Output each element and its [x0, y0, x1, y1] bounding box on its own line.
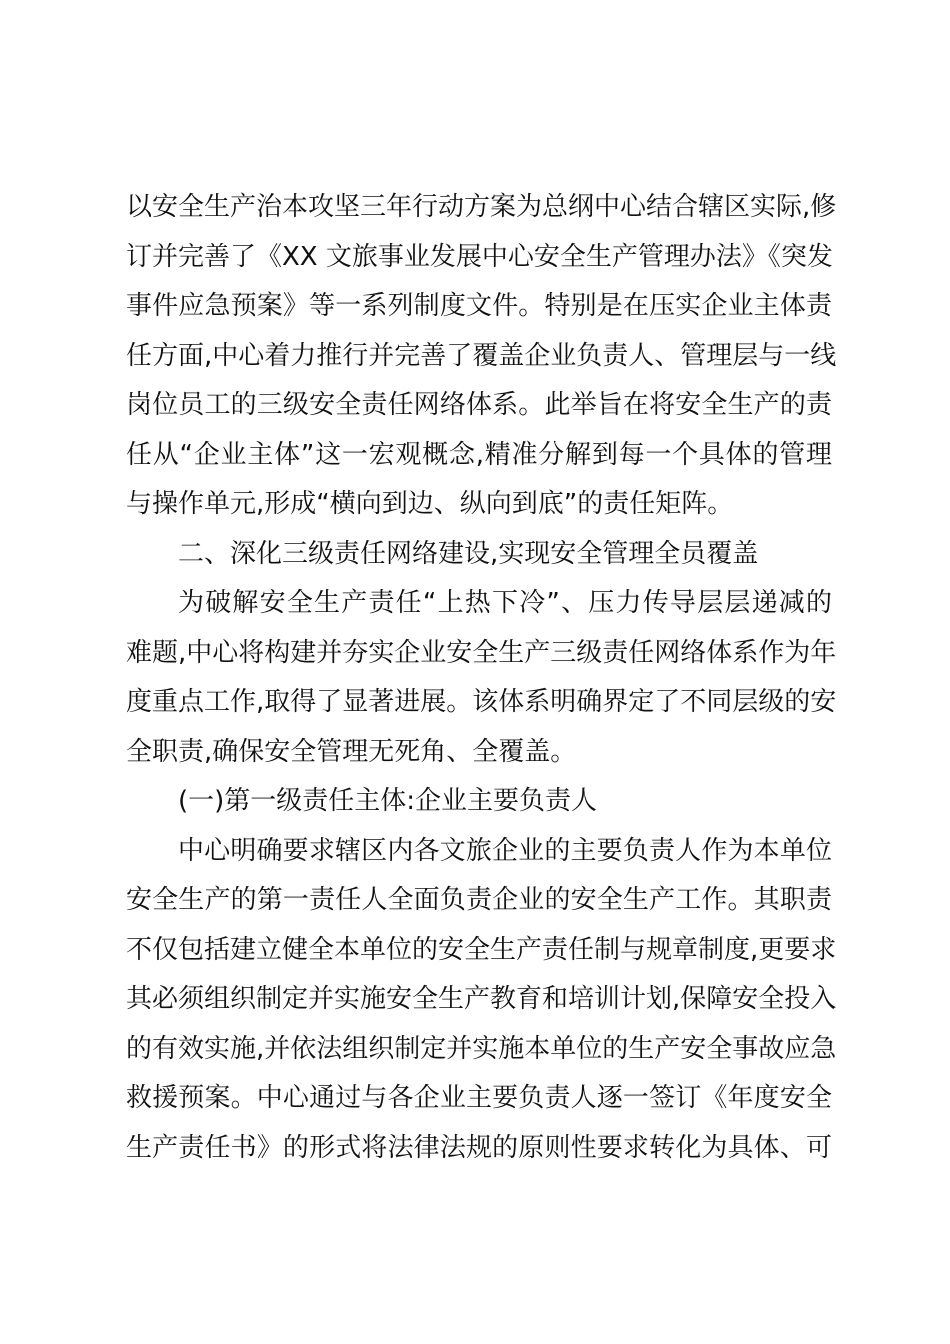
paragraph-first-level-responsibility	[126, 827, 837, 1174]
text-line: 难题,中心将构建并夯实企业安全生产三级责任网络体系作为年	[126, 637, 837, 668]
text-line: 救援预案。中心通过与各企业主要负责人逐一签订《年度安全	[126, 1083, 832, 1113]
text-line: 其必须组织制定并实施安全生产教育和培训计划,保障安全投入	[126, 984, 837, 1014]
text-line: 任从“企业主体”这一宏观概念,精准分解到每一个具体的管理	[126, 439, 832, 470]
text-line: 与操作单元,形成“横向到边、纵向到底”的责任矩阵。	[126, 489, 734, 519]
text-line: 中心明确要求辖区内各文旅企业的主要负责人作为本单位	[178, 835, 832, 866]
section-heading: 二、深化三级责任网络建设,实现安全管理全员覆盖	[178, 538, 759, 569]
subsection-heading: (一)第一级责任主体:企业主要负责人	[178, 786, 598, 816]
paragraph-responsibility-network	[126, 579, 837, 777]
text-line: 全职责,确保安全管理无死角、全覆盖。	[126, 736, 577, 767]
text-line: 任方面,中心着力推行并完善了覆盖企业负责人、管理层与一线	[126, 340, 837, 371]
text-line: 安全生产的第一责任人全面负责企业的安全生产工作。其职责	[126, 885, 832, 915]
text-line: 不仅包括建立健全本单位的安全生产责任制与规章制度,更要求	[126, 934, 837, 965]
text-line: 为破解安全生产责任“上热下冷”、压力传导层层递减的	[178, 588, 832, 618]
paragraph-safety-system	[126, 183, 837, 530]
document-body	[126, 183, 837, 1173]
text-line: 订并完善了《XX 文旅事业发展中心安全生产管理办法》《突发	[126, 241, 833, 272]
text-line: 事件应急预案》等一系列制度文件。特别是在压实企业主体责	[126, 291, 832, 321]
text-line: 以安全生产治本攻坚三年行动方案为总纲中心结合辖区实际,修	[126, 192, 837, 222]
text-line: 生产责任书》的形式将法律法规的原则性要求转化为具体、可	[126, 1132, 832, 1163]
text-line: 度重点工作,取得了显著进展。该体系明确界定了不同层级的安	[126, 687, 837, 717]
text-line: 的有效实施,并依法组织制定并实施本单位的生产安全事故应急	[126, 1033, 837, 1064]
text-line: 岗位员工的三级安全责任网络体系。此举旨在将安全生产的责	[126, 390, 832, 420]
